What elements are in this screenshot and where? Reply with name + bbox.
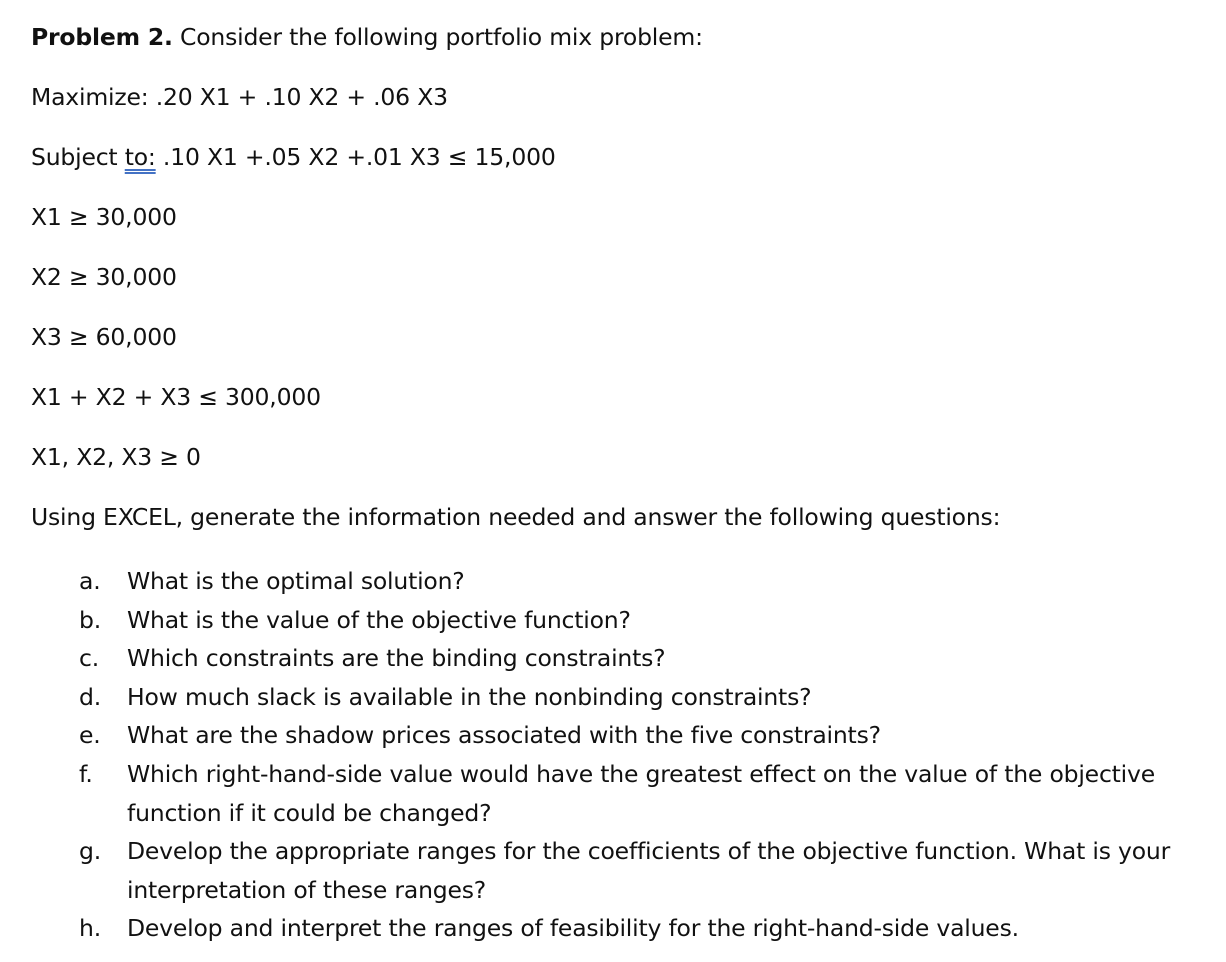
question-item-f — [79, 755, 1209, 832]
question-item-c — [79, 639, 1209, 678]
question-letter: b. — [79, 605, 101, 634]
subject-to-word: to: — [124, 143, 156, 171]
question-text: How much slack is available in the nonbinding constraints? — [127, 682, 812, 711]
question-text: What is the optimal solution? — [127, 567, 465, 595]
question-item-a — [79, 562, 1209, 601]
question-letter: e. — [79, 721, 101, 750]
question-item-g — [79, 832, 1209, 909]
constraint-x1: X1 ≥ 30,000 — [31, 203, 177, 231]
question-letter: c. — [79, 644, 99, 673]
constraint-nonnegativity: X1, X2, X3 ≥ 0 — [31, 443, 201, 471]
question-letter: h. — [79, 914, 101, 943]
question-item-b — [79, 601, 1209, 640]
subject-to-line — [31, 142, 556, 172]
question-text: Which constraints are the binding constraints? — [127, 644, 666, 673]
instruction-text: Using EXCEL, generate the information needed and answer the following questions: — [31, 503, 1001, 531]
objective-function: Maximize: .20 X1 + .10 X2 + .06 X3 — [31, 83, 448, 111]
problem-heading: Problem 2. — [31, 23, 173, 51]
question-letter: a. — [79, 567, 101, 595]
question-item-h — [79, 909, 1209, 948]
question-text: Develop and interpret the ranges of feasibility for the right-hand-side values. — [127, 914, 1019, 943]
question-list — [79, 562, 1209, 948]
problem-heading-line — [31, 22, 703, 52]
question-text: Develop the appropriate ranges for the coefficients of the objective function. What is your interpretation of these ranges? — [127, 837, 1171, 904]
question-letter: f. — [79, 759, 93, 788]
constraint-x3: X3 ≥ 60,000 — [31, 323, 177, 351]
question-text: What are the shadow prices associated with the five constraints? — [127, 721, 881, 750]
question-text: What is the value of the objective function? — [127, 605, 631, 634]
question-letter: d. — [79, 682, 101, 711]
question-item-d — [79, 678, 1209, 717]
constraint-total: X1 + X2 + X3 ≤ 300,000 — [31, 383, 321, 411]
question-letter: g. — [79, 837, 101, 866]
problem-intro: Consider the following portfolio mix problem: — [172, 23, 703, 51]
subject-prefix: Subject — [31, 143, 125, 171]
question-text: Which right-hand-side value would have the greatest effect on the value of the objective function if it could be changed? — [127, 759, 1155, 827]
constraint-x2: X2 ≥ 30,000 — [31, 263, 177, 291]
question-item-e — [79, 716, 1209, 755]
constraint-budget: .10 X1 +.05 X2 +.01 X3 ≤ 15,000 — [155, 143, 556, 171]
